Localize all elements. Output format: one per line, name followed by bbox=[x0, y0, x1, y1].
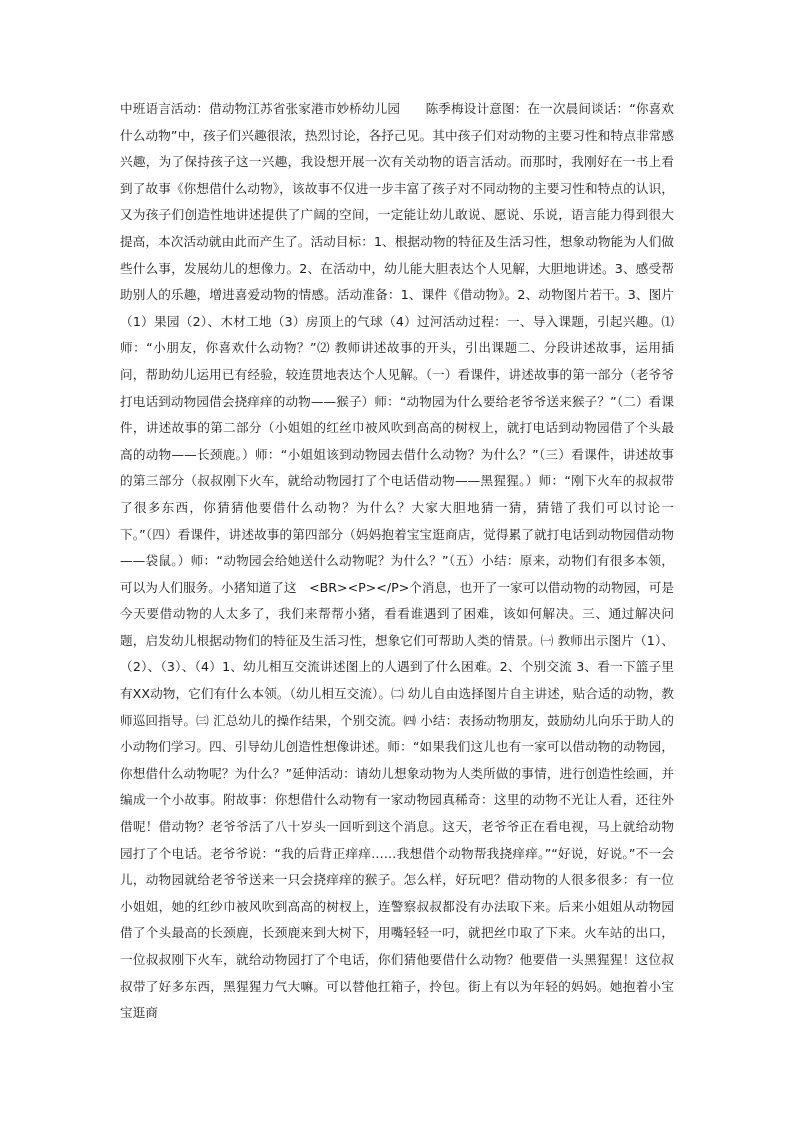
body-text: 中班语言活动：借动物江苏省张家港市妙桥幼儿园 陈季梅设计意图：在一次晨间谈话：“你喜欢什么动物”中，孩子们兴趣很浓，热烈讨论，各抒己见。其中孩子们对动物的主要习性和特点非常感兴趣，为了保持孩子这一兴趣，我设想开展一次有关动物的语言活动。而那时，我刚好在一书上看到了故事《你想借什么动物》，该故事不仅进一步丰富了孩子对不同动物的主要习性和特点的认识，又为孩子们创造性地讲述提供了广阔的空间，一定能让幼儿敢说、愿说、乐说，语言能力得到很大提高，本次活动就由此而产生了。活动目标：1、根据动物的特征及生活习性，想象动物能为人们做些什么事，发展幼儿的想像力。2、在活动中，幼儿能大胆表达个人见解，大胆地讲述。3、感受帮助别人的乐趣，增进喜爱动物的情感。活动准备：1、课件《借动物》。2、动物图片若干。3、图片（1）果园（2）、木材工地（3）房顶上的气球（4）过河活动过程：一、导入课题，引起兴趣。⑴ 师：“小朋友，你喜欢什么动物？”⑵ 教师讲述故事的开头，引出课题二、分段讲述故事，运用插问，帮助幼儿运用已有经验，较连贯地表达个人见解。（一）看课件，讲述故事的第一部分（老爷爷打电话到动物园借会挠痒痒的动物——猴子）师：“动物园为什么要给老爷爷送来猴子？”（二）看课件，讲述故事的第二部分（小姐姐的红丝巾被风吹到高高的树杈上，就打电话到动物园借了个头最高的动物——长颈鹿。）师：“小姐姐该到动物园去借什么动物？为什么？”（三）看课件，讲述故事的第三部分（叔叔刚下火车，就给动物园打了个电话借动物——黑猩猩。）师：“刚下火车的叔叔带了很多东西，你猜猜他要借什么动物？为什么？大家大胆地猜一猜，猜错了我们可以讨论一下。”（四）看课件，讲述故事的第四部分（妈妈抱着宝宝逛商店，觉得累了就打电话到动物园借动物——袋鼠。）师：“动物园会给她送什么动物呢？为什么？”（五）小结：原来，动物们有很多本领，可以为人们服务。小猪知道了这 <BR><P></P>个消息，也开了一家可以借动物的动物园，可是今天要借动物的人太多了，我们来帮帮小猪，看看谁遇到了困难，该如何解决。三、通过解决问题，启发幼儿根据动物们的特征及生活习性，想象它们可帮助人类的情景。㈠ 教师出示图片（1）、（2）、（3）、（4）1、幼儿相互交流讲述图上的人遇到了什么困难。2、个别交流 3、看一下篮子里有ⅩⅩ动物，它们有什么本领。（幼儿相互交流）。㈡ 幼儿自由选择图片自主讲述，贴合适的动物，教师巡回指导。㈢ 汇总幼儿的操作结果，个别交流。㈣ 小结：表扬动物朋友，鼓励幼儿向乐于助人的小动物们学习。四、引导幼儿创造性想像讲述。师：“如果我们这儿也有一家可以借动物的动物园，你想借什么动物呢？为什么？”延伸活动：请幼儿想象动物为人类所做的事情，进行创造性绘画，并编成一个小故事。附故事：你想借什么动物有一家动物园真稀奇：这里的动物不光让人看，还往外借呢！借动物？老爷爷活了八十岁头一回听到这个消息。这天，老爷爷正在看电视，马上就给动物园打了个电话。老爷爷说：“我的后背正痒痒……我想借个动物帮我挠痒痒。”“好说，好说。”不一会儿，动物园就给老爷爷送来一只会挠痒痒的猴子。怎么样，好玩吧？借动物的人很多很多：有一位小姐姐，她的红纱巾被风吹到高高的树杈上，连警察叔叔都没有办法取下来。后来小姐姐从动物园借了个头最高的长颈鹿，长颈鹿来到大树下，用嘴轻轻一叼，就把丝巾取了下来。火车站的出口，一位叔叔刚下火车，就给动物园打了个电话，你们猜他要借什么动物？他要借一头黑猩猩！这位叔叔带了好多东西，黑猩猩力气大嘛。可以替他扛箱子，拎包。街上有以为年轻的妈妈。她抱着小宝宝逛商 bbox=[120, 101, 674, 1021]
